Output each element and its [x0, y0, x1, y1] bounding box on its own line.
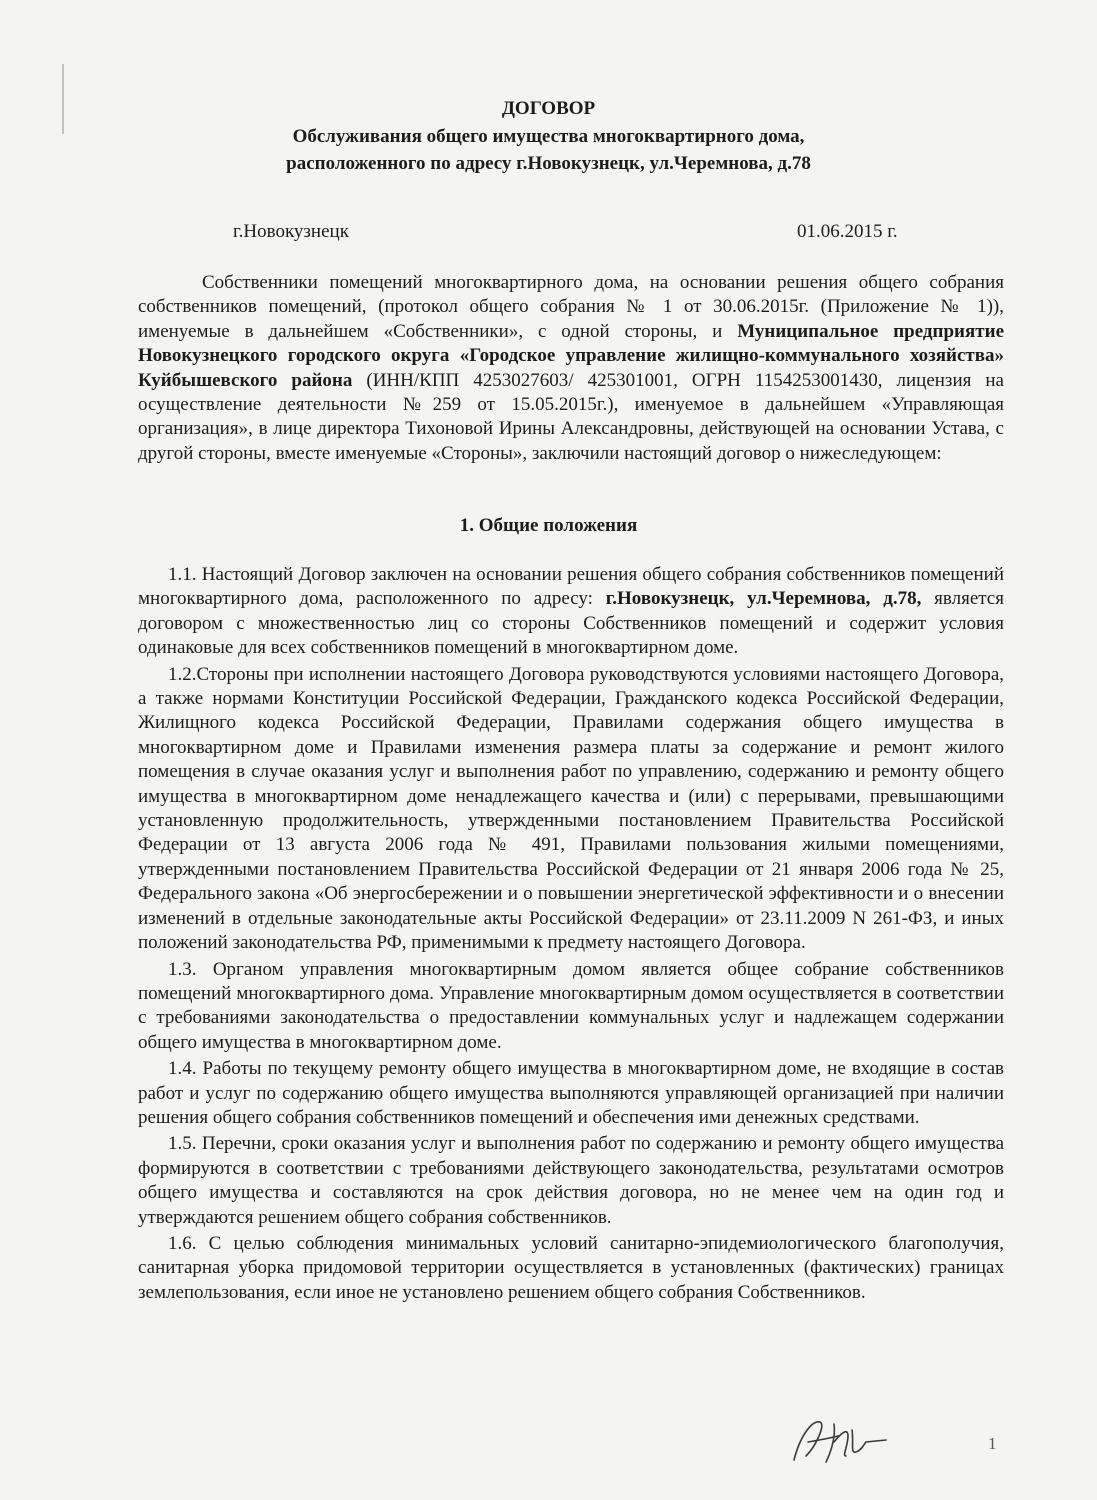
document-subtitle-line2: расположенного по адресу г.Новокузнецк, ул.Черемнова, д.78: [286, 153, 811, 174]
place: г.Новокузнецк: [233, 221, 349, 242]
intro-text-1: Собственники помещений многоквартирного дома, на основании решения общего собрания собственников помещений, (протокол общего собрания № 1 от 30.06.2015г. (Приложение № 1)), именуемые в дальнейшем «Собственники», с одной стороны, и: [138, 272, 1004, 342]
clause-1-1-text-b: является договором с множественностью лиц со стороны Собственников помещений и содержит условия одинаковые для всех собственников помещений в многоквартирном доме.: [138, 588, 1004, 659]
section-1-body: [138, 563, 1004, 1307]
intro-text-2: (ИНН/КПП 4253027603/ 425301001, ОГРН 1154253001430, лицензия на осуществление деятельности №259 от 15.05.2015г.), именуемое в дальнейшем «Управляющая организация», в лице директора Тихоновой Ирины Александровны, действующей на основании Устава, с другой стороны, вместе именуемые «Стороны», заключили настоящий договор о нижеследующем:: [138, 369, 1004, 464]
clause-1-6: 1.6. С целью соблюдения минимальных условий санитарно-эпидемиологического благополучия, санитарная уборка придомовой территории осуществляется в установленных (фактических) границах землепользования, если иное не установлено решением общего собрания Собственников.: [138, 1232, 1004, 1303]
clause-1-1: [138, 563, 1004, 661]
clause-1-3: 1.3. Органом управления многоквартирным домом является общее собрание собственников помещений многоквартирного дома. Управление многоквартирным домом осуществляется в соответствии с требованиями законодательства о предоставлении коммунальных услуг и надлежащем содержании общего имущества в многоквартирном доме.: [138, 958, 1004, 1053]
handwritten-signature: [786, 1416, 916, 1466]
clause-1-1-text-a: 1.1. Настоящий Договор заключен на основании решения общего собрания собственников помещений многоквартирного дома, расположенного по адресу:: [138, 564, 1004, 610]
document-subtitle-line1: Обслуживания общего имущества многоквартирного дома,: [292, 126, 805, 147]
clause-1-4: 1.4. Работы по текущему ремонту общего имущества в многоквартирном доме, не входящие в состав работ и услуг по содержанию общего имущества выполняются управляющей организацией при наличии решения общего собрания собственников помещений и обеспечения ими денежных средствами.: [138, 1058, 1004, 1128]
clause-1-2: 1.2.Стороны при исполнении настоящего Договора руководствуются условиями настоящего Договора, а также нормами Конституции Российской Федерации, Гражданского кодекса Российской Федерации, Жилищного кодекса Российской Федерации, Правилами содержания общего имущества в многоквартирном доме и Правилами изменения размера платы за содержание и ремонт жилого помещения в случае оказания услуг и выполнения работ по управлению, содержанию и ремонту общего имущества в многоквартирном доме ненадлежащего качества и (или) с перерывами, превышающими установленную продолжительность, утвержденными постановлением Правительства Российской Федерации от 13 августа 2006 года № 491, Правилами пользования жилыми помещениями, утвержденными постановлением Правительства Российской Федерации от 21 января 2006 года № 25, Федерального закона «Об энергосбережении и о повышении энергетической эффективности и о внесении изменений в отдельные законодательные акты Российской Федерации» от 23.11.2009 N 261-ФЗ, и иных положений законодательства РФ, применимыми к предмету настоящего Договора.: [138, 663, 1004, 954]
intro-org-name: Муниципальное предприятие Новокузнецкого городского округа «Городское управление жилищно-коммунального хозяйства» Куйбышевского района: [138, 320, 1004, 391]
clause-1-1-address: г.Новокузнецк, ул.Черемнова, д.78,: [605, 588, 922, 610]
document-title: ДОГОВОР: [501, 98, 596, 119]
date: 01.06.2015 г.: [797, 221, 898, 242]
section-1-title: 1. Общие положения: [459, 515, 638, 536]
intro-paragraph: [138, 271, 1004, 466]
page-number: 1: [988, 1434, 997, 1453]
clause-1-5: 1.5. Перечни, сроки оказания услуг и выполнения работ по содержанию и ремонту общего имущества формируются в соответствии с требованиями действующего законодательства, результатами осмотров общего имущества и составляются на срок действия договора, но не менее чем на один год и утверждаются решением общего собрания собственников.: [138, 1133, 1004, 1228]
